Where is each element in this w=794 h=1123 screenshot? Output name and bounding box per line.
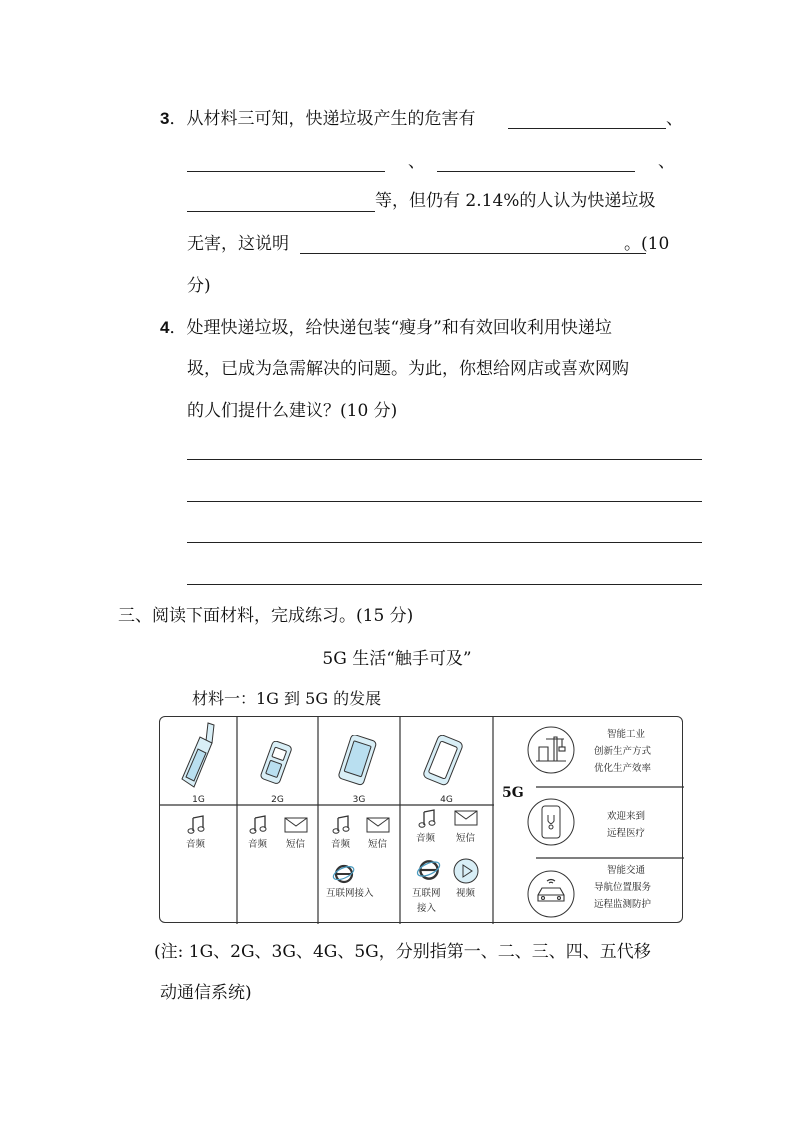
- g3-internet-label: 互联网接入: [326, 888, 374, 899]
- q4-answer-line-2[interactable]: [187, 501, 702, 502]
- gen-label-3g: 3G: [352, 795, 366, 805]
- q3-blank-2[interactable]: [187, 171, 385, 172]
- q4-answer-line-4[interactable]: [187, 584, 702, 585]
- q3-line5: 分): [187, 276, 211, 296]
- g4-video-label: 视频: [456, 888, 476, 899]
- five-g-label: 5G: [502, 785, 524, 801]
- feature-phone-icon: [258, 741, 298, 785]
- five-g-medical-line2: 远程医疗: [607, 828, 646, 839]
- g2-sms-label: 短信: [286, 839, 306, 850]
- q4-line1: 4．处理快递垃圾，给快递包装“瘦身”和有效回收利用快递垃: [160, 318, 612, 338]
- music-note-icon: [249, 815, 269, 835]
- note-line1: (注: 1G、2G、3G、4G、5G，分别指第一、二、三、四、五代移: [154, 942, 651, 962]
- five-g-traffic-line3: 远程监测防护: [594, 899, 652, 910]
- g1-audio-label: 音频: [186, 839, 206, 850]
- section3-heading: 三、阅读下面材料，完成练习。(15 分): [118, 606, 414, 626]
- q3-blank-4[interactable]: [187, 211, 375, 212]
- g4-access-label: 接入: [417, 903, 437, 914]
- note-line2: 动通信系统): [160, 983, 252, 1003]
- play-icon: [453, 858, 479, 884]
- smartphone-icon: [418, 735, 470, 787]
- q3-comma-1: 、: [666, 109, 683, 129]
- internet-explorer-icon: [416, 857, 442, 883]
- five-g-traffic-line2: 导航位置服务: [594, 882, 652, 893]
- connected-car-icon: [526, 869, 576, 919]
- envelope-icon: [284, 817, 308, 833]
- q3-line4: 无害，这说明: [187, 234, 289, 254]
- q3-comma-2: 、: [408, 152, 425, 172]
- q3-comma-3: 、: [658, 152, 675, 172]
- factory-crane-icon: [526, 725, 576, 775]
- q3-line1: 3．从材料三可知，快递垃圾产生的危害有: [160, 109, 476, 129]
- envelope-icon: [366, 817, 390, 833]
- generation-figure: [159, 716, 683, 923]
- q4-answer-line-1[interactable]: [187, 459, 702, 460]
- telemedicine-phone-icon: [526, 797, 576, 847]
- gen-label-2g: 2G: [271, 795, 284, 805]
- internet-explorer-icon: [332, 862, 356, 886]
- g3-sms-label: 短信: [368, 839, 388, 850]
- touch-phone-icon: [334, 735, 382, 787]
- g4-sms-label: 短信: [456, 833, 476, 844]
- g4-internet-label: 互联网: [412, 888, 441, 899]
- five-g-industry-line1: 智能工业: [607, 729, 646, 740]
- material1-label: 材料一：1G 到 5G 的发展: [192, 689, 382, 708]
- section3-title: 5G 生活“触手可及”: [322, 649, 472, 669]
- q3-blank-5[interactable]: [300, 253, 646, 254]
- q3-line4-end: 。(10: [624, 234, 670, 254]
- q4-answer-line-3[interactable]: [187, 542, 702, 543]
- g3-audio-label: 音频: [331, 839, 351, 850]
- envelope-icon: [454, 810, 478, 826]
- g4-audio-label: 音频: [416, 833, 436, 844]
- gen-label-4g: 4G: [440, 795, 453, 805]
- brick-phone-icon: [178, 719, 222, 793]
- music-note-icon: [187, 815, 207, 835]
- q3-blank-3[interactable]: [437, 171, 635, 172]
- q4-line3: 的人们提什么建议？(10 分): [187, 401, 398, 421]
- q3-line3: 等，但仍有 2.14%的人认为快递垃圾: [375, 191, 656, 211]
- q4-line2: 圾，已成为急需解决的问题。为此，你想给网店或喜欢网购: [187, 359, 629, 379]
- q3-blank-1[interactable]: [508, 128, 666, 129]
- five-g-industry-line3: 优化生产效率: [594, 763, 652, 774]
- g2-audio-label: 音频: [248, 839, 268, 850]
- five-g-traffic-line1: 智能交通: [607, 865, 646, 876]
- music-note-icon: [418, 809, 438, 829]
- five-g-medical-line1: 欢迎来到: [607, 811, 646, 822]
- five-g-industry-line2: 创新生产方式: [594, 746, 652, 757]
- music-note-icon: [332, 815, 352, 835]
- gen-label-1g: 1G: [192, 795, 205, 805]
